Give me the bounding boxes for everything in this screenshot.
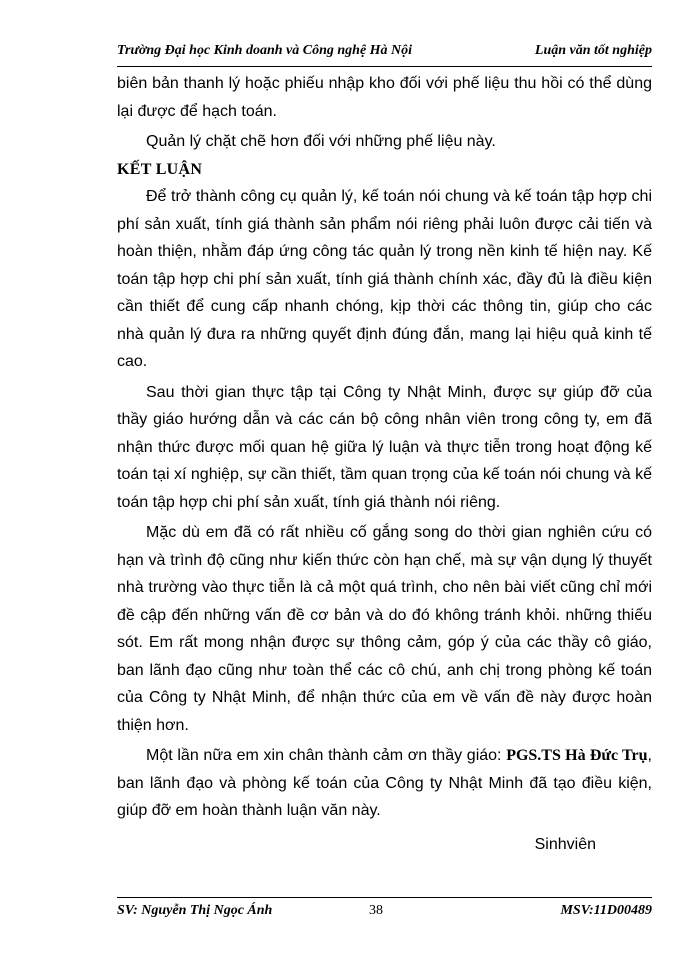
section-heading: KẾT LUẬN bbox=[117, 160, 203, 178]
page-header bbox=[117, 41, 652, 65]
signature-label: Sinhviên bbox=[534, 835, 596, 853]
paragraph-limitations: Mặc dù em đã có rất nhiều cố gắng song do thời gian nghiên cứu có hạn và trình độ cũng như kiến thức còn hạn chế, mà sự vận dụng lý thuyết nhà trường vào thực tiễn là cả một quá trình, cho nên bài viết cũng chỉ mới đề cập đến những vấn đề cơ bản và do đó không tránh khỏi. những thiếu sót. Em rất mong nhận được sự thông cảm, góp ý của các thầy cô giáo, ban lãnh đạo cũng như toàn thể các cô chú, anh chị trong phòng kế toán của Công ty Nhật Minh, để nhận thức của em về vấn đề này được hoàn thiện hơn. bbox=[117, 524, 652, 734]
footer-student-id: MSV:11D00489 bbox=[560, 903, 652, 918]
paragraph-thanks bbox=[117, 742, 652, 825]
footer-student-name: SV: Nguyễn Thị Ngọc Ánh bbox=[117, 903, 273, 918]
header-rule bbox=[117, 66, 652, 67]
page-footer bbox=[117, 901, 652, 923]
page-number: 38 bbox=[369, 903, 383, 918]
paragraph-continuation: biên bản thanh lý hoặc phiếu nhập kho đối với phế liệu thu hồi có thể dùng lại được để hạch toán. bbox=[117, 75, 652, 120]
paragraph-internship: Sau thời gian thực tập tại Công ty Nhật Minh, được sự giúp đỡ của thầy giáo hướng dẫn và các cán bộ công nhân viên trong công ty, em đã nhận thức được mối quan hệ giữa lý luận và thực tiễn trong hoạt động kế toán tại xí nghiệp, sự cần thiết, tầm quan trọng của kế toán nói chung và kế toán tập hợp chi phí sản xuất, tính giá thành nói riêng. bbox=[117, 383, 652, 511]
thanks-text-start: Một lần nữa em xin chân thành cảm ơn thầy giáo: bbox=[146, 747, 507, 764]
header-school: Trường Đại học Kinh doanh và Công nghệ Hà Nội bbox=[117, 43, 413, 58]
page-body bbox=[117, 70, 652, 858]
footer-rule bbox=[117, 897, 652, 898]
thanks-text-end: , ban lãnh đạo và phòng kế toán của Công ty Nhật Minh đã tạo điều kiện, giúp đỡ em hoàn thành luận văn này. bbox=[117, 747, 652, 819]
supervisor-name: PGS.TS Hà Đức Trụ bbox=[506, 747, 648, 764]
paragraph-conclusion-intro: Để trở thành công cụ quản lý, kế toán nói chung và kế toán tập hợp chi phí sản xuất, tính giá thành sản phẩm nói riêng phải luôn được cải tiến và hoàn thiện, nhằm đáp ứng công tác quản lý trong nền kinh tế hiện nay. Kế toán tập hợp chi phí sản xuất, tính giá thành chính xác, đầy đủ là điều kiện cần thiết để cung cấp nhanh chóng, kịp thời các thông tin, giúp cho các nhà quản lý đưa ra những quyết định đúng đắn, mang lại hiệu quả kinh tế cao. bbox=[117, 188, 652, 370]
paragraph-scrap-management: Quản lý chặt chẽ hơn đối với những phế liệu này. bbox=[146, 133, 496, 150]
header-doc-type: Luận văn tốt nghiệp bbox=[534, 43, 652, 58]
